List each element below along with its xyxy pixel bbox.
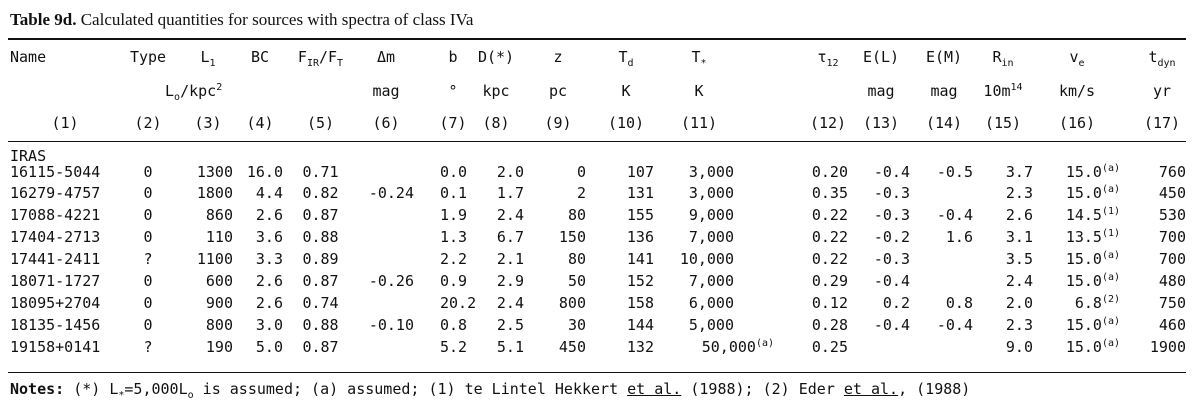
table-cell: 2.1 [496, 250, 524, 268]
table-cell: -0.3 [873, 206, 910, 224]
notes-label: Notes: [10, 380, 65, 398]
column-header [1134, 48, 1190, 69]
table-cell [1034, 184, 1120, 202]
table-cell: 450 [558, 338, 586, 356]
column-number: (1) [51, 114, 79, 132]
table-cell: 9,000 [688, 206, 734, 224]
table-cell: 700 [1158, 250, 1186, 268]
table-cell [1034, 163, 1120, 181]
table-cell: 2.6 [255, 206, 283, 224]
note-text: =5,000L [124, 380, 188, 398]
header-part: K [694, 82, 704, 100]
table-cell: 2.2 [440, 250, 468, 268]
header-part: m [1001, 82, 1011, 100]
table-cell: 750 [1158, 294, 1186, 312]
column-number: (3) [194, 114, 222, 132]
header-part: K [621, 82, 631, 100]
table-cell: 7,000 [688, 272, 734, 290]
column-header [1030, 48, 1124, 69]
table-cell: 0.12 [811, 294, 848, 312]
header-part: mag [930, 82, 958, 100]
table-cell: 3.3 [255, 250, 283, 268]
header-part: IR [306, 58, 319, 69]
table-cell: 0.22 [811, 206, 848, 224]
table-cell: 700 [1158, 228, 1186, 246]
table-cell [1034, 272, 1120, 290]
source-name: 16279-4757 [10, 184, 101, 202]
table-cell: 144 [626, 316, 654, 334]
column-unit [1030, 82, 1124, 100]
table-cell: -0.4 [936, 206, 973, 224]
table-cell: 0.87 [302, 338, 339, 356]
column-header [526, 48, 590, 66]
table-cell: 190 [205, 338, 233, 356]
footnote-mark: (a) [1101, 316, 1120, 327]
table-cell: 152 [626, 272, 654, 290]
cell-value: 15.0 [1065, 184, 1102, 202]
header-part: Δm [376, 48, 396, 66]
column-number: (7) [439, 114, 467, 132]
table-cell: 2.4 [496, 206, 524, 224]
table-cell: -0.3 [873, 250, 910, 268]
column-unit [911, 82, 977, 100]
column-number: (5) [306, 114, 335, 132]
header-part: t [1148, 48, 1158, 66]
note-etal: et al. [627, 380, 682, 398]
column-header [848, 48, 914, 66]
note-text: is assumed; (a) assumed; (1) te Lintel Hekkert [193, 380, 628, 398]
table-cell: 155 [626, 206, 654, 224]
note-sub: o [187, 390, 194, 401]
source-name: 17404-2713 [10, 228, 101, 246]
table-cell: 760 [1158, 163, 1186, 181]
source-name: 18071-1727 [10, 272, 101, 290]
column-header [179, 48, 237, 69]
source-name: 17088-4221 [10, 206, 101, 224]
table-cell: 0 [143, 206, 153, 224]
table-cell: -0.4 [936, 316, 973, 334]
column-header [911, 48, 977, 66]
header-part: mag [372, 82, 400, 100]
table-cell: 5.2 [440, 338, 468, 356]
table-cell: 600 [205, 272, 233, 290]
top-rule [8, 38, 1186, 40]
table-cell: 141 [626, 250, 654, 268]
table-cell: 2.4 [1005, 272, 1033, 290]
column-header [594, 48, 658, 69]
table-title [10, 10, 473, 30]
table-cell: 1100 [196, 250, 233, 268]
table-cell: 0.74 [302, 294, 339, 312]
table-cell: 2.3 [1005, 316, 1033, 334]
header-part: pc [548, 82, 568, 100]
header-part: E(M) [925, 48, 963, 66]
column-number: (13) [862, 114, 900, 132]
table-cell: 450 [1158, 184, 1186, 202]
footnote-mark: (a) [1101, 163, 1120, 174]
header-part: dyn [1157, 58, 1176, 69]
note-text: (1988); (2) Eder [681, 380, 844, 398]
table-cell: 150 [558, 228, 586, 246]
table-cell: 50 [567, 272, 586, 290]
cell-value: 13.5 [1065, 228, 1102, 246]
cell-value: 15.0 [1065, 163, 1102, 181]
table-cell: 0.35 [811, 184, 848, 202]
table-cell: 3.6 [255, 228, 283, 246]
table-cell: 0.88 [302, 316, 339, 334]
header-part: E(L) [862, 48, 900, 66]
column-unit [526, 82, 590, 100]
table-cell: 5.0 [255, 338, 283, 356]
header-part: mag [867, 82, 895, 100]
header-part: o [174, 92, 181, 103]
header-part: kpc [482, 82, 510, 100]
table-cell: 460 [1158, 316, 1186, 334]
source-name: 17441-2411 [10, 250, 101, 268]
cell-value: 15.0 [1065, 338, 1102, 356]
note-sub: * [118, 390, 125, 401]
header-part: ° [448, 82, 458, 100]
table-cell: 0.8 [945, 294, 973, 312]
column-number: (2) [134, 114, 162, 132]
header-part: /F [318, 48, 338, 66]
table-cell: 6,000 [688, 294, 734, 312]
table-cell: -0.24 [368, 184, 414, 202]
table-cell: 800 [205, 316, 233, 334]
table-cell: 16.0 [246, 163, 283, 181]
header-part: yr [1152, 82, 1172, 100]
table-cell: 131 [626, 184, 654, 202]
header-part: d [627, 58, 634, 69]
column-number: (10) [607, 114, 645, 132]
table-cell: 5,000 [688, 316, 734, 334]
column-unit [165, 82, 255, 103]
footnote-mark: (1) [1101, 206, 1120, 217]
column-number: (4) [246, 114, 274, 132]
table-cell: 0 [143, 294, 153, 312]
table-cell: 0.89 [302, 250, 339, 268]
column-number: (12) [809, 114, 847, 132]
table-cell: 2.5 [496, 316, 524, 334]
table-cell: 3.0 [255, 316, 283, 334]
cell-value: 15.0 [1065, 316, 1102, 334]
header-part: D(*) [477, 48, 515, 66]
table-cell: 2 [576, 184, 586, 202]
table-cell: 132 [626, 338, 654, 356]
column-number: (8) [482, 114, 510, 132]
header-part: T [618, 48, 628, 66]
table-label: Table 9d. [10, 10, 77, 29]
header-part: e [1078, 58, 1085, 69]
header-part: 10 [983, 82, 1002, 100]
table-cell: 0.87 [302, 206, 339, 224]
table-cell: -0.5 [936, 163, 973, 181]
header-part: L [165, 82, 175, 100]
table-cell [1034, 250, 1120, 268]
table-cell: ? [143, 250, 153, 268]
bottom-rule [8, 372, 1186, 373]
column-number: (15) [984, 114, 1022, 132]
table-cell: 107 [626, 163, 654, 181]
source-name: 19158+0141 [10, 338, 101, 356]
group-label: IRAS [10, 147, 47, 165]
table-cell: -0.3 [873, 184, 910, 202]
column-unit [1134, 82, 1190, 100]
table-cell: 2.0 [496, 163, 524, 181]
header-part: 12 [826, 58, 839, 69]
table-cell: 2.6 [255, 272, 283, 290]
cell-value: 50,000 [701, 338, 756, 356]
table-cell [1034, 316, 1120, 334]
header-part: in [1001, 58, 1014, 69]
table-cell: -0.10 [368, 316, 414, 334]
table-cell [664, 338, 774, 356]
table-cell: 0 [143, 272, 153, 290]
column-unit [969, 82, 1037, 100]
table-notes [10, 380, 970, 401]
header-part: 2 [216, 82, 223, 93]
footnote-mark: (a) [1101, 184, 1120, 195]
table-cell: 4.4 [255, 184, 283, 202]
column-header [233, 48, 287, 66]
table-cell: 9.0 [1005, 338, 1033, 356]
table-cell: 20.2 [440, 294, 477, 312]
table-caption: Calculated quantities for sources with spectra of class IVa [80, 10, 474, 29]
column-unit [594, 82, 658, 100]
table-cell: 0.8 [440, 316, 468, 334]
table-cell: 0.1 [440, 184, 468, 202]
header-part: R [992, 48, 1002, 66]
column-header [10, 48, 120, 66]
cell-value: 15.0 [1065, 272, 1102, 290]
table-cell: 480 [1158, 272, 1186, 290]
table-cell: 3.1 [1005, 228, 1033, 246]
column-number: (16) [1058, 114, 1096, 132]
header-part: BC [250, 48, 270, 66]
table-cell: 530 [1158, 206, 1186, 224]
table-cell: 0.20 [811, 163, 848, 181]
table-cell: 0 [143, 228, 153, 246]
table-cell: 30 [567, 316, 586, 334]
footnote-mark: (2) [1101, 294, 1120, 305]
table-cell: 2.3 [1005, 184, 1033, 202]
header-part: Name [10, 48, 47, 66]
table-cell: 0.9 [440, 272, 468, 290]
header-part: 14 [1010, 82, 1023, 93]
column-number: (6) [372, 114, 400, 132]
table-cell: 900 [205, 294, 233, 312]
column-number: (11) [680, 114, 718, 132]
table-cell: -0.4 [873, 272, 910, 290]
table-cell: 3.5 [1005, 250, 1033, 268]
table-cell: 1.7 [496, 184, 524, 202]
header-part: b [448, 48, 458, 66]
table-cell: 2.6 [255, 294, 283, 312]
table-cell: 0.29 [811, 272, 848, 290]
footnote-mark: (a) [1101, 338, 1120, 349]
table-cell [1034, 206, 1120, 224]
header-part: τ [817, 48, 827, 66]
header-part: km/s [1058, 82, 1096, 100]
table-cell [1034, 228, 1120, 246]
note-etal: et al. [843, 380, 899, 398]
table-cell: 3,000 [688, 184, 734, 202]
table-cell: 0.22 [811, 228, 848, 246]
table-cell: 1900 [1149, 338, 1186, 356]
header-part: * [700, 58, 707, 69]
table-cell: 0.82 [302, 184, 339, 202]
cell-value: 6.8 [1074, 294, 1102, 312]
table-cell: 0.0 [440, 163, 468, 181]
table-cell: 110 [205, 228, 233, 246]
header-part: Type [129, 48, 167, 66]
column-header [464, 48, 528, 66]
table-cell: 3.7 [1005, 163, 1033, 181]
table-cell: 0 [143, 316, 153, 334]
table-cell: 0.71 [302, 163, 339, 181]
footnote-mark: (a) [1101, 272, 1120, 283]
table-cell: 860 [205, 206, 233, 224]
column-unit [848, 82, 914, 100]
table-cell: 0 [143, 163, 153, 181]
table-cell: -0.26 [368, 272, 414, 290]
column-number: (17) [1143, 114, 1181, 132]
table-cell: -0.2 [873, 228, 910, 246]
table-cell: -0.4 [873, 316, 910, 334]
cell-value: 15.0 [1065, 250, 1102, 268]
column-unit [660, 82, 738, 100]
table-cell: 2.0 [1005, 294, 1033, 312]
table-cell: -0.4 [873, 163, 910, 181]
footnote-mark: (a) [755, 338, 774, 349]
table-cell: 2.4 [496, 294, 524, 312]
header-part: F [297, 48, 307, 66]
table-cell: ? [143, 338, 153, 356]
table-cell: 3,000 [688, 163, 734, 181]
column-header [660, 48, 738, 69]
header-part: v [1069, 48, 1079, 66]
table-cell: 2.6 [1005, 206, 1033, 224]
table-cell: 0.87 [302, 272, 339, 290]
header-part: z [553, 48, 563, 66]
table-cell: 0 [143, 184, 153, 202]
table-cell: 1800 [196, 184, 233, 202]
table-cell: 136 [626, 228, 654, 246]
table-cell: 1.6 [945, 228, 973, 246]
column-unit [354, 82, 418, 100]
cell-value: 14.5 [1065, 206, 1102, 224]
table-cell: 158 [626, 294, 654, 312]
table-cell: 80 [567, 206, 586, 224]
column-header [354, 48, 418, 66]
column-header [804, 48, 852, 69]
header-part: /kpc [180, 82, 217, 100]
table-cell: 1.9 [440, 206, 468, 224]
column-unit [464, 82, 528, 100]
table-cell: 0 [576, 163, 586, 181]
column-header [284, 48, 357, 69]
table-cell [1034, 294, 1120, 312]
header-part: T [691, 48, 701, 66]
source-name: 16115-5044 [10, 163, 101, 181]
note-text: , (1988) [898, 380, 971, 398]
footnote-mark: (a) [1101, 250, 1120, 261]
footnote-mark: (1) [1101, 228, 1120, 239]
table-cell: 0.22 [811, 250, 848, 268]
table-cell: 7,000 [688, 228, 734, 246]
table-cell [1034, 338, 1120, 356]
table-cell: 5.1 [496, 338, 524, 356]
table-cell: 6.7 [496, 228, 524, 246]
note-text: (*) L [73, 380, 119, 398]
table-cell: 80 [567, 250, 586, 268]
column-header [124, 48, 172, 66]
table-cell: 2.9 [496, 272, 524, 290]
table-cell: 0.28 [811, 316, 848, 334]
column-number: (9) [544, 114, 572, 132]
table-cell: 800 [558, 294, 586, 312]
table-cell: 10,000 [679, 250, 734, 268]
column-number: (14) [925, 114, 963, 132]
table-cell: 1300 [196, 163, 233, 181]
source-name: 18095+2704 [10, 294, 101, 312]
table-cell: 0.2 [882, 294, 910, 312]
header-rule [8, 141, 1186, 142]
table-cell: 0.25 [811, 338, 848, 356]
column-header [969, 48, 1037, 69]
table-cell: 1.3 [440, 228, 468, 246]
header-part: 1 [209, 58, 216, 69]
source-name: 18135-1456 [10, 316, 101, 334]
header-part: L [200, 48, 210, 66]
header-part: T [337, 58, 344, 69]
table-cell: 0.88 [302, 228, 339, 246]
